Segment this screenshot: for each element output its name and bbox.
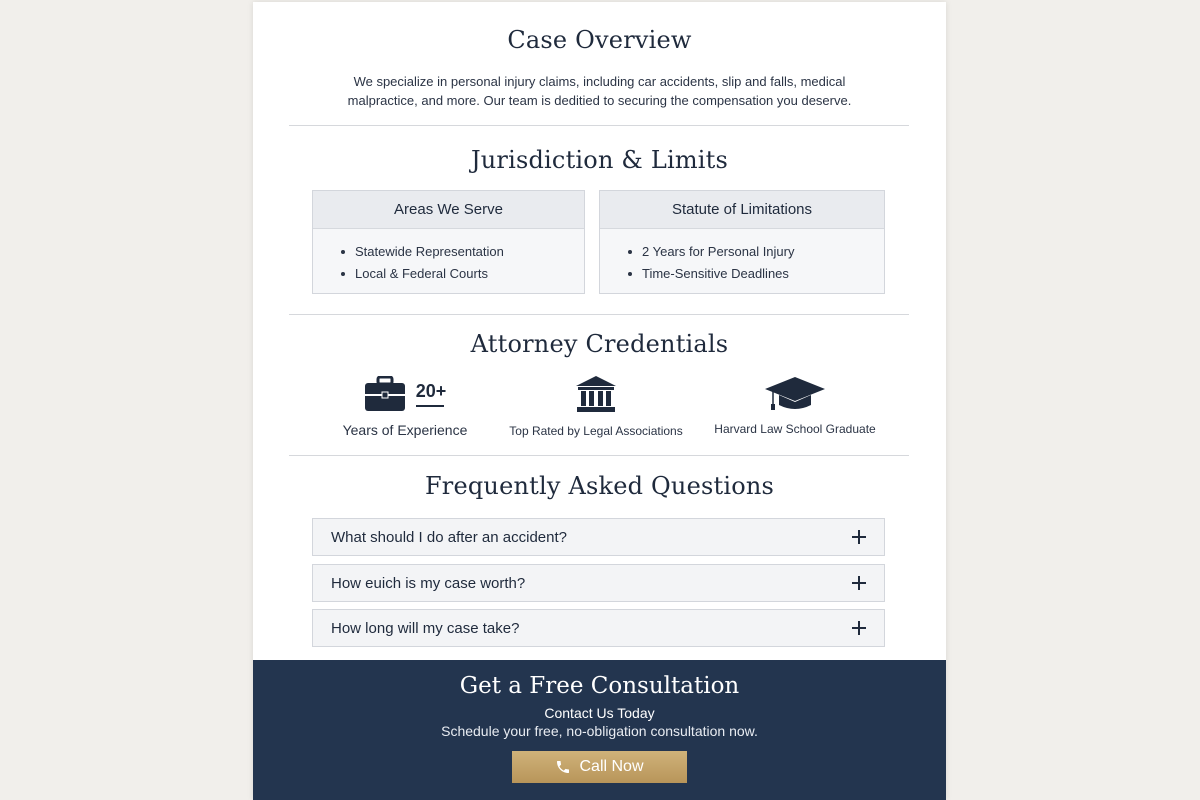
phone-icon <box>555 759 571 775</box>
cta-description: Schedule your free, no-obligation consultation now. <box>441 723 758 739</box>
consultation-banner <box>253 660 946 800</box>
cta-subtitle: Contact Us Today <box>544 705 655 721</box>
faq-title: Frequently Asked Questions <box>424 472 775 500</box>
list-item: Time-Sensitive Deadlines <box>626 263 884 285</box>
value-underline <box>416 405 444 407</box>
faq-item-case-duration[interactable] <box>312 609 885 647</box>
statute-of-limitations-card <box>599 190 885 294</box>
jurisdiction-section <box>253 146 946 174</box>
faq-item-after-accident[interactable] <box>312 518 885 556</box>
faq-question: What should I do after an accident? <box>331 528 567 546</box>
briefcase-icon <box>364 376 406 412</box>
faq-section <box>253 472 946 500</box>
harvard-label: Harvard Law School Graduate <box>714 422 876 436</box>
credential-experience <box>333 374 477 438</box>
card-heading: Statute of Limitations <box>600 191 884 229</box>
faq-question: How long will my case take? <box>331 619 520 637</box>
credential-harvard <box>705 374 885 436</box>
list-item: 2 Years for Personal Injury <box>626 241 884 263</box>
divider <box>289 125 909 126</box>
plus-icon[interactable] <box>852 576 866 590</box>
faq-question: How euich is my case worth? <box>331 574 526 592</box>
case-overview-text: We specialize in personal injury claims, including car accidents, slip and falls, medical malpractice, and more. Our team is deditied to securing the compensation you deserve. <box>347 74 852 108</box>
experience-label: Years of Experience <box>342 422 468 438</box>
content-page <box>253 2 946 800</box>
divider <box>289 314 909 315</box>
case-overview-title: Case Overview <box>507 26 692 54</box>
case-overview-section <box>253 26 946 110</box>
top-rated-label: Top Rated by Legal Associations <box>509 424 683 438</box>
statute-list <box>600 229 884 285</box>
plus-icon[interactable] <box>852 530 866 544</box>
jurisdiction-title: Jurisdiction & Limits <box>470 146 729 174</box>
credentials-section <box>253 330 946 358</box>
call-now-button[interactable] <box>512 751 687 783</box>
graduation-cap-icon <box>763 375 827 413</box>
plus-icon[interactable] <box>852 621 866 635</box>
list-item: Local & Federal Courts <box>339 263 584 285</box>
areas-we-serve-card <box>312 190 585 294</box>
courthouse-icon <box>574 375 618 413</box>
experience-value: 20+ <box>415 381 447 401</box>
areas-list <box>313 229 584 285</box>
list-item: Statewide Representation <box>339 241 584 263</box>
faq-item-case-worth[interactable] <box>312 564 885 602</box>
divider <box>289 455 909 456</box>
cta-title: Get a Free Consultation <box>459 673 740 699</box>
call-now-label: Call Now <box>579 758 644 775</box>
credentials-title: Attorney Credentials <box>470 330 729 358</box>
card-heading: Areas We Serve <box>313 191 584 229</box>
credential-top-rated <box>507 374 685 438</box>
